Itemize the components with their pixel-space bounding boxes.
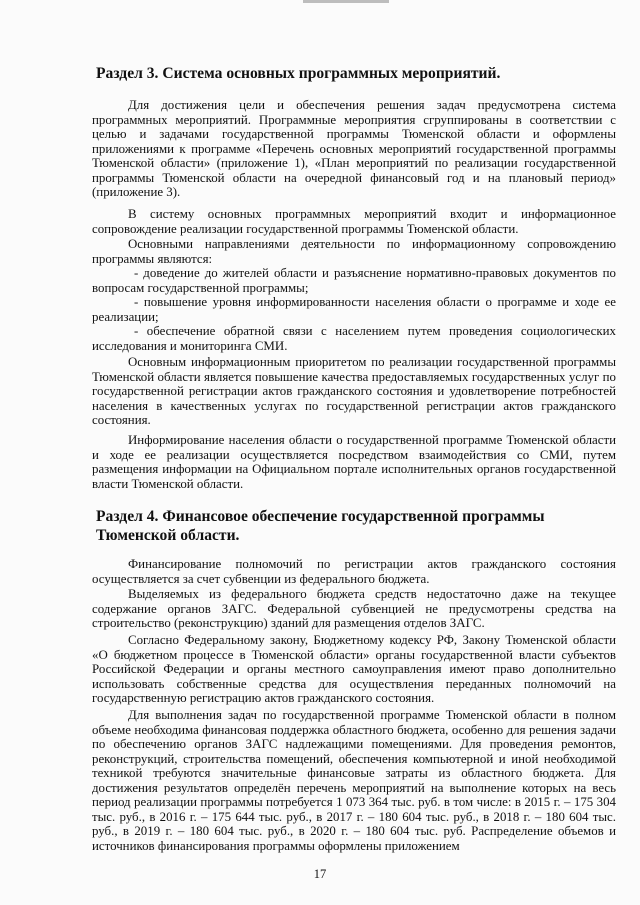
s3-paragraph-4: Основным информационным приоритетом по реализации государственной программы Тюменской области является повышение качества предоставляемых государственных услуг по государственной регистрации актов гражданского состояния и удовлетворение потребностей населения в качественных услугах по государственной регистрации актов гражданского состояния. — [92, 355, 616, 427]
s4-paragraph-2: Выделяемых из федерального бюджета средств недостаточно даже на текущее содержание органов ЗАГС. Федеральной субвенцией не предусмотрены средства на строительство (реконструкцию) зданий для размещения отделов ЗАГС. — [92, 587, 616, 630]
s4-paragraph-3: Согласно Федеральному закону, Бюджетному кодексу РФ, Закону Тюменской области «О бюджетном процессе в Тюменской области» органы государственной власти субъектов Российской Федерации и органы местного самоуправления имеют право дополнительно использовать собственные средства для осуществления переданных полномочий на государственную регистрацию актов гражданского состояния. — [92, 633, 616, 705]
s3-paragraph-2: В систему основных программных мероприятий входит и информационное сопровождение реализации государственной программы Тюменской области. — [92, 207, 616, 236]
scan-mark — [303, 0, 389, 3]
s3-paragraph-3: Основными направлениями деятельности по информационному сопровождению программы являются: — [92, 237, 616, 266]
s3-paragraph-5: Информирование населения области о государственной программе Тюменской области и ходе ее реализации осуществляется посредством взаимодействия со СМИ, путем размещения информации на Официальном портале исполнительных органов государственной власти Тюменской области. — [92, 433, 616, 491]
s4-paragraph-4: Для выполнения задач по государственной программе Тюменской области в полном объеме необходима финансовая поддержка областного бюджета, особенно для решения задачи по обеспечению органов ЗАГС надлежащими помещениями. Для проведения ремонтов, реконструкций, строительства помещений, обеспечения компьютерной и иной необходимой техникой требуются значительные финансовые затраты из областного бюджета. Для достижения результатов определён перечень мероприятий на выполнение которых на весь период реализации программы потребуется 1 073 364 тыс. руб. в том числе: в 2015 г. – 175 304 тыс. руб., в 2016 г. – 175 644 тыс. руб., в 2017 г. – 180 604 тыс. руб., в 2018 г. – 180 604 тыс. руб., в 2019 г. – 180 604 тыс. руб., в 2020 г. – 180 604 тыс. руб. Распределение объемов и источников финансирования программы оформлены приложением — [92, 708, 616, 853]
s3-list-item-3: - обеспечение обратной связи с населением путем проведения социологических исследования и мониторинга СМИ. — [92, 324, 616, 353]
page-number: 17 — [313, 867, 327, 881]
section-3-title: Раздел 3. Система основных программных мероприятий. — [96, 65, 501, 82]
s4-paragraph-1: Финансирование полномочий по регистрации актов гражданского состояния осуществляется за счет субвенции из федерального бюджета. — [92, 557, 616, 586]
s3-list-item-2: - повышение уровня информированности населения области о программе и ходе ее реализации; — [92, 295, 616, 324]
section-4-title: Раздел 4. Финансовое обеспечение государственной программы Тюменской области. — [96, 508, 545, 544]
s3-paragraph-1: Для достижения цели и обеспечения решения задач предусмотрена система программных мероприятий. Программные мероприятия сгруппированы в соответствии с целью и задачами государственной программы Тюменской области и оформлены приложениями к программе «Перечень основных мероприятий государственной программы Тюменской области» (приложение 1), «План мероприятий по реализации государственной программы Тюменской области на очередной финансовый год и на плановый период» (приложение 3). — [92, 98, 616, 199]
s3-list-item-1: - доведение до жителей области и разъяснение нормативно-правовых документов по вопросам государственной программы; — [92, 266, 616, 295]
